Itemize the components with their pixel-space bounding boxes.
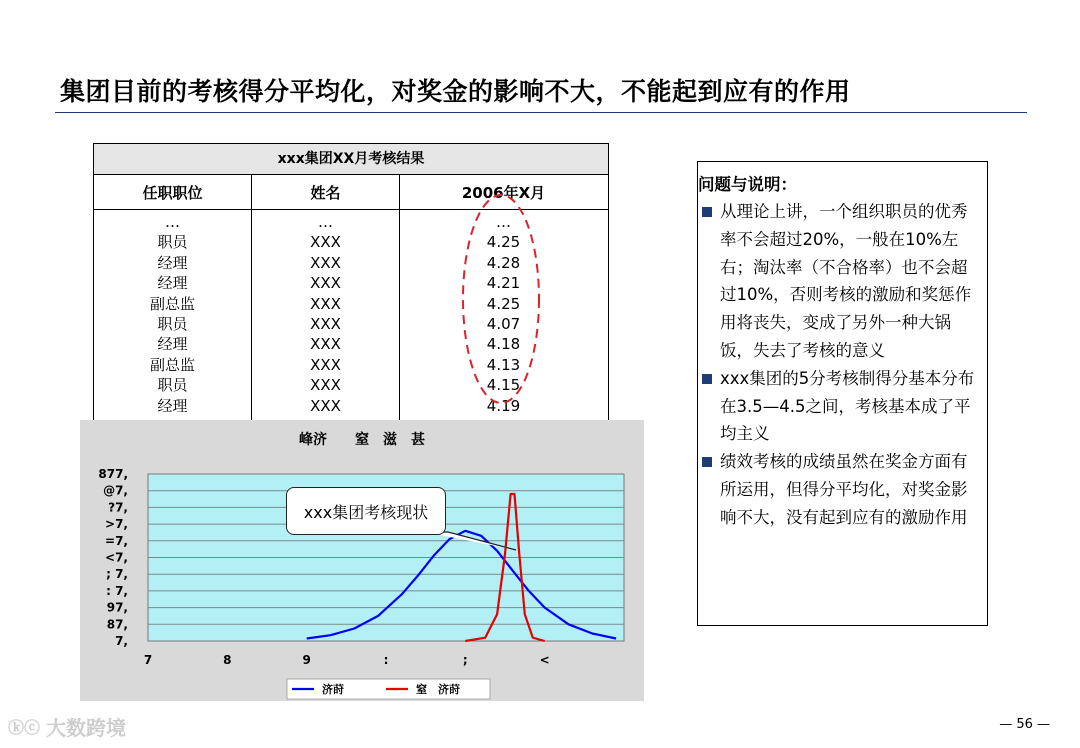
highlight-ellipse: [458, 189, 544, 409]
table-cell: …: [318, 213, 333, 231]
watermark-text: 大数跨境: [46, 716, 127, 740]
x-tick-label: 8: [223, 653, 232, 667]
table-cell: 4.18: [486, 335, 521, 354]
table-cell: 4.13: [486, 355, 521, 374]
y-tick-label: : 7,: [106, 583, 128, 598]
table-cell: 4.28: [486, 253, 521, 272]
table-cell: 经理: [157, 396, 188, 415]
table-cell: XXX: [310, 233, 341, 252]
table-cell: 职员: [157, 233, 188, 252]
table-cell: 副总监: [149, 294, 195, 313]
legend-label: 济莳: [322, 683, 344, 696]
y-tick-label: <7,: [105, 550, 128, 565]
table-cell: …: [165, 213, 180, 231]
header-score: 2006年X月: [461, 183, 546, 202]
table-cell: XXX: [310, 253, 341, 272]
header-position: 任职职位: [94, 175, 252, 209]
table-cell: 4.21: [486, 274, 521, 293]
notes-heading: 问题与说明：: [698, 175, 797, 194]
note-text: 从理论上讲，一个组织职员的优秀率不会超过20%，一般在10%左右；淘汰率（不合格率）也不会超过10%，否则考核的激励和奖惩作用将丧失，变成了另外一种大锅饭，失去了考核的意义: [720, 202, 972, 360]
table-cell: 4.15: [486, 376, 521, 395]
watermark-logo-icon: ⓚⓒ: [8, 718, 41, 737]
square-bullet-icon: [702, 374, 712, 384]
table-cell: 副总监: [149, 355, 195, 374]
x-tick-label: 7: [143, 653, 153, 667]
distribution-chart: [80, 420, 644, 701]
table-cell: XXX: [310, 335, 341, 354]
table-cell: 职员: [157, 376, 188, 395]
y-tick-label: @7,: [103, 483, 128, 498]
position-column: [94, 210, 252, 432]
name-column: [252, 210, 400, 432]
watermark: [8, 712, 126, 741]
table-cell: 4.25: [486, 233, 521, 252]
table-cell: XXX: [310, 314, 341, 333]
legend-label: 窒 济莳: [416, 683, 460, 696]
table-cell: 4.25: [486, 294, 521, 313]
table-cell: XXX: [310, 355, 341, 374]
table-cell: 经理: [157, 253, 188, 272]
table-cell: XXX: [310, 274, 341, 293]
table-cell: XXX: [310, 396, 341, 415]
y-tick-label: ?7,: [108, 500, 128, 515]
x-tick-label: <: [539, 653, 550, 667]
note-item: [698, 198, 987, 365]
table-cell: 4.19: [486, 396, 521, 415]
table-cell: 经理: [157, 274, 188, 293]
notes-panel: [697, 161, 988, 626]
y-tick-label: 877,: [98, 467, 128, 481]
chart-title: 峰济 窒 滋 甚: [299, 432, 425, 448]
chart-callout: xxx集团考核现状: [286, 487, 446, 535]
y-tick-label: 87,: [106, 617, 128, 632]
title-divider: [55, 112, 1027, 113]
y-tick-label: 97,: [106, 600, 128, 615]
table-cell: 职员: [157, 314, 188, 333]
slide-title: 集团目前的考核得分平均化，对奖金的影响不大，不能起到应有的作用: [60, 77, 851, 106]
table-caption: xxx集团XX月考核结果: [94, 144, 608, 175]
page-number: — 56 —: [999, 717, 1050, 732]
header-name: 姓名: [252, 175, 400, 209]
x-tick-label: 9: [302, 653, 311, 667]
y-tick-label: >7,: [105, 517, 128, 532]
chart-svg: [80, 420, 644, 701]
table-cell: XXX: [310, 376, 341, 395]
note-text: xxx集团的5分考核制得分基本分布在3.5—4.5之间，考核基本成了平均主义: [720, 368, 975, 444]
table-cell: …: [496, 213, 511, 231]
highlight-ellipse-shape: [463, 195, 539, 403]
y-tick-label: =7,: [105, 533, 128, 548]
note-text: 绩效考核的成绩虽然在奖金方面有所运用，但得分平均化，对奖金影响不大，没有起到应有的激励作用: [720, 452, 968, 527]
table-cell: 4.07: [486, 314, 521, 333]
table-cell: XXX: [310, 294, 341, 313]
x-tick-label: ;: [462, 653, 468, 667]
y-tick-label: ; 7,: [106, 567, 128, 582]
note-item: [698, 448, 987, 531]
note-item: [698, 365, 987, 448]
y-tick-label: 7,: [115, 634, 128, 648]
square-bullet-icon: [702, 457, 712, 467]
square-bullet-icon: [702, 207, 712, 217]
x-tick-label: :: [383, 653, 389, 667]
table-cell: 经理: [157, 335, 188, 354]
